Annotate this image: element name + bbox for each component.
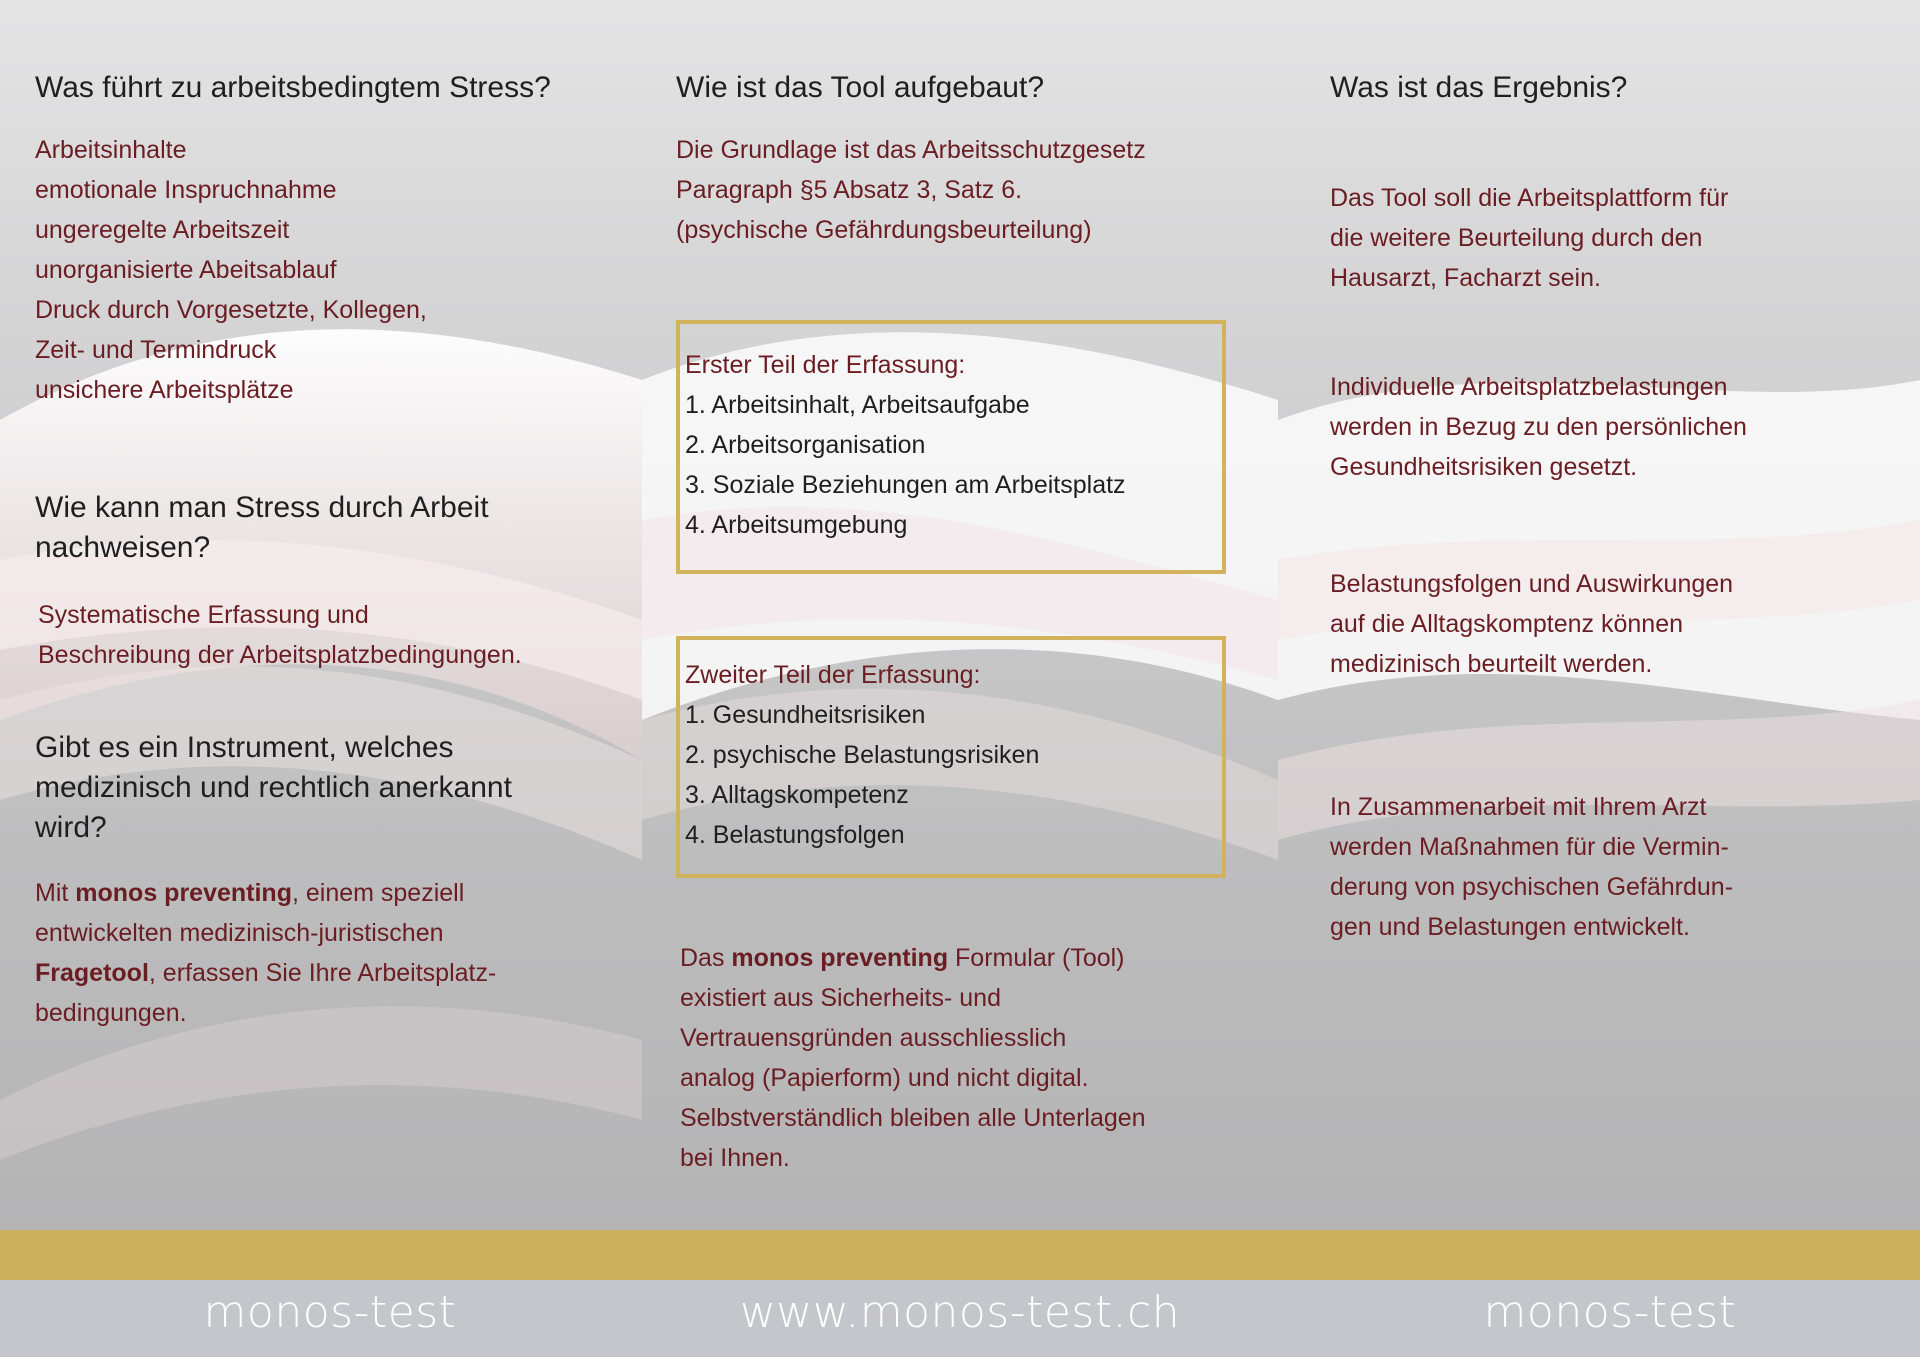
- heading-line: medizinisch und rechtlich anerkannt: [35, 771, 512, 804]
- text-line: auf die Alltagskomptenz können: [1330, 610, 1684, 638]
- list-item: Druck durch Vorgesetzte, Kollegen,: [35, 296, 427, 324]
- stress-causes-list: [35, 130, 427, 410]
- list-item: unorganisierte Abeitsablauf: [35, 256, 337, 284]
- heading-instrument: [35, 728, 512, 848]
- text-line: Individuelle Arbeitsplatzbelastungen: [1330, 373, 1728, 401]
- heading-line: nachweisen?: [35, 531, 211, 564]
- list-item: 2. Arbeitsorganisation: [685, 431, 926, 459]
- text-line: Belastungsfolgen und Auswirkungen: [1330, 570, 1734, 598]
- second-part-content: [685, 655, 1039, 855]
- heading-line: Gibt es ein Instrument, welches: [35, 731, 454, 764]
- heading-line: Wie kann man Stress durch Arbeit: [35, 491, 489, 524]
- list-item: Zeit- und Termindruck: [35, 336, 277, 364]
- text-line: werden in Bezug zu den persönlichen: [1330, 413, 1747, 441]
- text-line: Mit monos preventing, einem speziell: [35, 879, 465, 907]
- list-item: 1. Arbeitsinhalt, Arbeitsaufgabe: [685, 391, 1030, 419]
- text-line: gen und Belastungen entwickelt.: [1330, 913, 1690, 941]
- gold-band: [0, 1230, 1920, 1280]
- first-part-content: [685, 345, 1126, 545]
- list-item: emotionale Inspruchnahme: [35, 176, 337, 204]
- result-paragraph-2: [1330, 367, 1747, 487]
- list-item: 4. Arbeitsumgebung: [685, 511, 908, 539]
- heading-proof: [35, 488, 489, 568]
- brand-name: monos preventing: [731, 944, 949, 972]
- footer-website-link[interactable]: www.monos-test.ch: [739, 1287, 1181, 1338]
- result-paragraph-1: [1330, 178, 1728, 298]
- list-item: unsichere Arbeitsplätze: [35, 376, 294, 404]
- text-line: Gesundheitsrisiken gesetzt.: [1330, 453, 1638, 481]
- text-line: Die Grundlage ist das Arbeitsschutzgesetz: [676, 136, 1146, 164]
- panel-result: [1278, 0, 1920, 1230]
- result-paragraph-3: [1330, 564, 1733, 684]
- heading-result: Was ist das Ergebnis?: [1330, 71, 1628, 104]
- box-title: Erster Teil der Erfassung:: [685, 351, 966, 379]
- proof-paragraph: [38, 595, 522, 675]
- panel-stress: [0, 0, 642, 1230]
- list-item: Arbeitsinhalte: [35, 136, 187, 164]
- text-line: Das Tool soll die Arbeitsplattform für: [1330, 184, 1729, 212]
- text-line: entwickelten medizinisch-juristischen: [35, 919, 444, 947]
- text-line: derung von psychischen Gefährdun-: [1330, 873, 1734, 901]
- text-line: existiert aus Sicherheits- und: [680, 984, 1001, 1012]
- box-title: Zweiter Teil der Erfassung:: [685, 661, 981, 689]
- list-item: ungeregelte Arbeitszeit: [35, 216, 290, 244]
- result-paragraph-4: [1330, 787, 1733, 947]
- text-line: analog (Papierform) und nicht digital.: [680, 1064, 1089, 1092]
- brand-name: monos preventing: [75, 879, 292, 907]
- text-line: Selbstverständlich bleiben alle Unterlagen: [680, 1104, 1146, 1132]
- text-line: Vertrauensgründen ausschliesslich: [680, 1024, 1067, 1052]
- text-line: (psychische Gefährdungsbeurteilung): [676, 216, 1092, 244]
- heading-line: wird?: [35, 811, 107, 844]
- footer-brand-left: monos-test: [203, 1287, 457, 1338]
- text-line: In Zusammenarbeit mit Ihrem Arzt: [1330, 793, 1707, 821]
- text-line: werden Maßnahmen für die Vermin-: [1330, 833, 1729, 861]
- list-item: 1. Gesundheitsrisiken: [685, 701, 926, 729]
- text-line: Das monos preventing Formular (Tool): [680, 944, 1125, 972]
- list-item: 3. Soziale Beziehungen am Arbeitsplatz: [685, 471, 1126, 499]
- text-line: Systematische Erfassung und: [38, 601, 369, 629]
- list-item: 2. psychische Belastungsrisiken: [685, 741, 1040, 769]
- text-line: Hausarzt, Facharzt sein.: [1330, 264, 1601, 292]
- tool-name: Fragetool: [35, 959, 149, 987]
- panel-tool-structure: [642, 0, 1278, 1230]
- footer-brand-right: monos-test: [1483, 1287, 1737, 1338]
- analog-form-paragraph: [680, 938, 1146, 1178]
- text-line: bedingungen.: [35, 999, 187, 1027]
- legal-basis-paragraph: [676, 130, 1146, 250]
- text-line: die weitere Beurteilung durch den: [1330, 224, 1703, 252]
- text-line: Paragraph §5 Absatz 3, Satz 6.: [676, 176, 1023, 204]
- text-line: medizinisch beurteilt werden.: [1330, 650, 1653, 678]
- heading-tool-structure: Wie ist das Tool aufgebaut?: [676, 71, 1045, 104]
- list-item: 4. Belastungsfolgen: [685, 821, 905, 849]
- text-line: Beschreibung der Arbeitsplatzbedingungen.: [38, 641, 522, 669]
- text-line: bei Ihnen.: [680, 1144, 790, 1172]
- list-item: 3. Alltagskompetenz: [685, 781, 909, 809]
- instrument-paragraph: [35, 873, 496, 1033]
- heading-stress-causes: Was führt zu arbeitsbedingtem Stress?: [35, 71, 551, 104]
- text-line: Fragetool, erfassen Sie Ihre Arbeitsplatz-: [35, 959, 497, 987]
